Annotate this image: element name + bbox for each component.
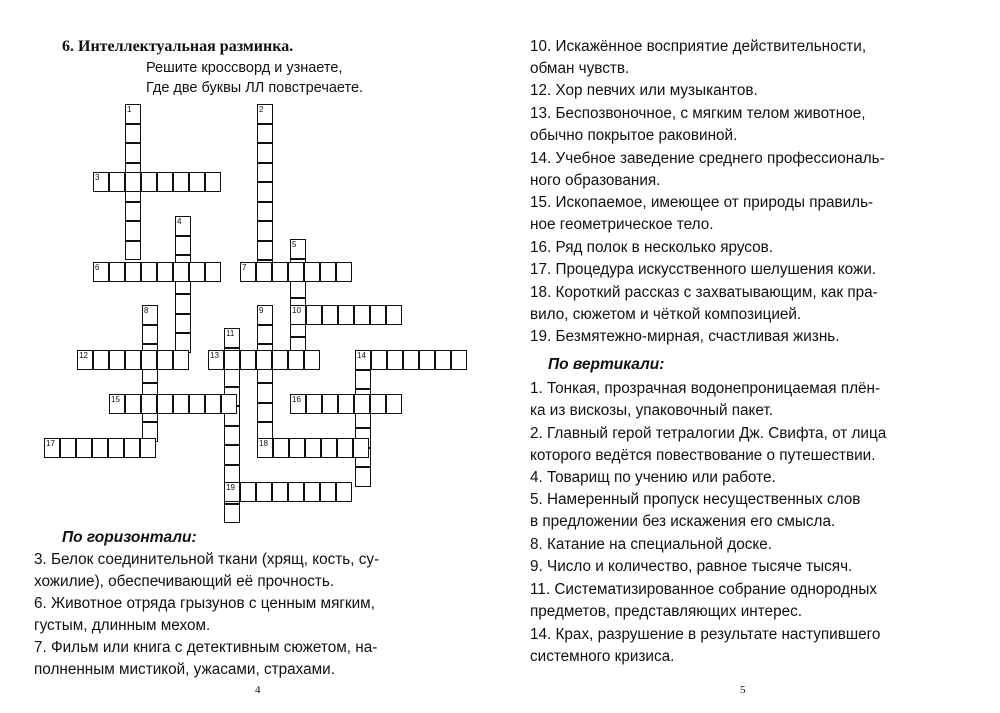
- clue-line: 6. Животное отряда грызунов с ценным мягким,: [34, 595, 375, 612]
- clue-line: предметов, представляющих интерес.: [530, 603, 802, 620]
- crossword-cell: [224, 367, 240, 387]
- crossword-cell: [256, 262, 272, 282]
- across-clue: [530, 80, 958, 102]
- clue-line: 15. Ископаемое, имеющее от природы правиль-: [530, 194, 874, 211]
- crossword-cell: [140, 438, 156, 458]
- clue-line: обман чувств.: [530, 60, 630, 77]
- crossword-cell: [306, 305, 322, 325]
- clue-number: 3: [95, 173, 100, 182]
- crossword-cell: [370, 394, 386, 414]
- crossword-cell: [387, 350, 403, 370]
- clue-number: 10: [292, 306, 301, 315]
- crossword-cell: [435, 350, 451, 370]
- crossword-cell: [141, 350, 157, 370]
- down-clue: [530, 489, 958, 533]
- crossword-cell: [157, 262, 173, 282]
- crossword-cell: [288, 262, 304, 282]
- clue-number: 7: [242, 263, 247, 272]
- crossword-cell: [125, 394, 141, 414]
- crossword-cell: [354, 305, 370, 325]
- clue-line: 3. Белок соединительной ткани (хрящ, кость, су-: [34, 551, 380, 568]
- crossword-cell: [288, 350, 304, 370]
- crossword-cell: [304, 262, 320, 282]
- clue-line: густым, длинным мехом.: [34, 617, 211, 634]
- crossword-cell: [189, 262, 205, 282]
- crossword-cell: [272, 262, 288, 282]
- crossword-cell: [205, 394, 221, 414]
- crossword-cell: [419, 350, 435, 370]
- across-clue: [530, 237, 958, 259]
- crossword-cell: [305, 438, 321, 458]
- crossword-grid: [0, 0, 500, 530]
- crossword-cell: [205, 262, 221, 282]
- crossword-cell: [157, 172, 173, 192]
- clue-line: 1. Тонкая, прозрачная водонепроницаемая плён-: [530, 380, 881, 397]
- across-clue: [530, 282, 958, 326]
- clue-number: 13: [210, 351, 219, 360]
- crossword-cell: [173, 394, 189, 414]
- clue-line: 17. Процедура искусственного шелушения кожи.: [530, 261, 877, 278]
- across-clue: [530, 326, 958, 348]
- clue-line: 16. Ряд полок в несколько ярусов.: [530, 239, 774, 256]
- crossword-cell: [189, 172, 205, 192]
- clue-number: 17: [46, 439, 55, 448]
- crossword-cell: [289, 438, 305, 458]
- crossword-cell: [306, 394, 322, 414]
- crossword-cell: [257, 182, 273, 202]
- crossword-cell: [157, 350, 173, 370]
- clue-line: обычно покрытое раковиной.: [530, 127, 738, 144]
- down-heading: По вертикали:: [548, 356, 665, 373]
- across-clue: [530, 148, 958, 192]
- clue-number: 4: [177, 217, 182, 226]
- across-clue: [34, 637, 474, 681]
- crossword-cell: [175, 314, 191, 334]
- crossword-cell: [124, 438, 140, 458]
- clue-number: 11: [226, 329, 235, 338]
- across-clue: [34, 593, 474, 637]
- crossword-cell: [322, 305, 338, 325]
- across-clue: [530, 36, 958, 80]
- crossword-cell: [256, 482, 272, 502]
- crossword-cell: [386, 305, 402, 325]
- crossword-cell: [109, 172, 125, 192]
- crossword-cell: [336, 482, 352, 502]
- crossword-cell: [321, 438, 337, 458]
- down-clue: [530, 378, 958, 422]
- crossword-cell: [125, 350, 141, 370]
- exercise-title: 6. Интеллектуальная разминка.: [62, 38, 294, 55]
- clue-line: вило, сюжетом и чёткой композицией.: [530, 306, 802, 323]
- across-clue: [530, 192, 958, 236]
- clue-line: 8. Катание на специальной доске.: [530, 536, 772, 553]
- crossword-cell: [320, 262, 336, 282]
- clue-number: 8: [144, 306, 149, 315]
- clue-number: 15: [111, 395, 120, 404]
- clue-line: в предложении без искажения его смысла.: [530, 513, 836, 530]
- clue-line: 13. Беспозвоночное, с мягким телом животное,: [530, 105, 866, 122]
- crossword-cell: [175, 294, 191, 314]
- crossword-cell: [109, 350, 125, 370]
- clue-number: 9: [259, 306, 264, 315]
- clue-number: 5: [292, 240, 297, 249]
- clue-line: 10. Искажённое восприятие действительности,: [530, 38, 867, 55]
- crossword-cell: [189, 394, 205, 414]
- crossword-cell: [355, 467, 371, 487]
- crossword-cell: [338, 305, 354, 325]
- down-clue: [530, 534, 958, 556]
- clue-number: 14: [357, 351, 366, 360]
- crossword-cell: [322, 394, 338, 414]
- crossword-cell: [403, 350, 419, 370]
- clue-number: 2: [259, 105, 264, 114]
- crossword-cell: [221, 394, 237, 414]
- down-clue: [530, 579, 958, 623]
- clue-line: 12. Хор певчих или музыкантов.: [530, 82, 758, 99]
- crossword-cell: [141, 394, 157, 414]
- crossword-cell: [257, 383, 273, 403]
- clue-line: 2. Главный герой тетралогии Дж. Свифта, от лица: [530, 425, 887, 442]
- clue-line: 9. Число и количество, равное тысяче тысяч.: [530, 558, 853, 575]
- crossword-cell: [304, 350, 320, 370]
- page-number-right: 5: [740, 684, 746, 696]
- crossword-cell: [353, 438, 369, 458]
- crossword-cell: [256, 350, 272, 370]
- crossword-cell: [224, 426, 240, 446]
- crossword-cell: [320, 482, 336, 502]
- crossword-cell: [338, 394, 354, 414]
- crossword-cell: [141, 172, 157, 192]
- poem-line-2: Где две буквы ЛЛ повстречаете.: [146, 80, 364, 96]
- crossword-cell: [370, 305, 386, 325]
- crossword-cell: [157, 394, 173, 414]
- crossword-cell: [142, 325, 158, 345]
- across-clue: [34, 549, 474, 593]
- crossword-cell: [257, 221, 273, 241]
- clue-line: ка из вискозы, упаковочный пакет.: [530, 402, 773, 419]
- clue-line: 5. Намеренный пропуск несущественных слов: [530, 491, 861, 508]
- crossword-cell: [173, 262, 189, 282]
- clue-line: системного кризиса.: [530, 648, 675, 665]
- crossword-cell: [257, 143, 273, 163]
- clue-line: ного образования.: [530, 172, 661, 189]
- poem-line-1: Решите кроссворд и узнаете,: [146, 60, 343, 76]
- crossword-cell: [224, 504, 240, 524]
- crossword-cell: [257, 163, 273, 183]
- clue-line: 14. Крах, разрушение в результате наступившего: [530, 626, 881, 643]
- clue-line: 18. Короткий рассказ с захватывающим, как пра-: [530, 284, 878, 301]
- crossword-cell: [125, 172, 141, 192]
- clue-number: 18: [259, 439, 268, 448]
- crossword-cell: [288, 482, 304, 502]
- crossword-cell: [173, 350, 189, 370]
- crossword-cell: [257, 325, 273, 345]
- crossword-cell: [125, 241, 141, 261]
- crossword-cell: [451, 350, 467, 370]
- crossword-cell: [125, 262, 141, 282]
- crossword-cell: [386, 394, 402, 414]
- crossword-cell: [257, 202, 273, 222]
- across-clue: [530, 103, 958, 147]
- clue-number: 12: [79, 351, 88, 360]
- down-clue: [530, 467, 958, 489]
- crossword-cell: [354, 394, 370, 414]
- crossword-cell: [76, 438, 92, 458]
- crossword-cell: [272, 482, 288, 502]
- crossword-cell: [304, 482, 320, 502]
- clue-line: полненным мистикой, ужасами, страхами.: [34, 661, 335, 678]
- crossword-cell: [93, 350, 109, 370]
- crossword-cell: [257, 241, 273, 261]
- crossword-cell: [109, 262, 125, 282]
- crossword-cell: [125, 124, 141, 144]
- clue-line: которого ведётся повествование о путешествии.: [530, 447, 876, 464]
- clue-number: 16: [292, 395, 301, 404]
- crossword-cell: [205, 172, 221, 192]
- crossword-cell: [175, 236, 191, 256]
- across-heading: По горизонтали:: [62, 529, 197, 546]
- crossword-cell: [224, 350, 240, 370]
- page-number-left: 4: [255, 684, 261, 696]
- crossword-cell: [371, 350, 387, 370]
- clue-line: хожилие), обеспечивающий её прочность.: [34, 573, 335, 590]
- clue-line: 4. Товарищ по учению или работе.: [530, 469, 776, 486]
- crossword-cell: [141, 262, 157, 282]
- down-clue: [530, 556, 958, 578]
- crossword-cell: [336, 262, 352, 282]
- crossword-cell: [224, 445, 240, 465]
- clue-number: 1: [127, 105, 132, 114]
- crossword-cell: [125, 202, 141, 222]
- crossword-cell: [125, 143, 141, 163]
- crossword-cell: [240, 482, 256, 502]
- down-clue: [530, 624, 958, 668]
- clue-line: 11. Систематизированное собрание однородных: [530, 581, 877, 598]
- down-clue: [530, 423, 958, 467]
- crossword-cell: [240, 350, 256, 370]
- crossword-cell: [173, 172, 189, 192]
- clue-line: ное геометрическое тело.: [530, 216, 714, 233]
- clue-number: 19: [226, 483, 235, 492]
- clue-line: 19. Безмятежно-мирная, счастливая жизнь.: [530, 328, 840, 345]
- crossword-cell: [108, 438, 124, 458]
- crossword-cell: [355, 370, 371, 390]
- clue-line: 7. Фильм или книга с детективным сюжетом, на-: [34, 639, 378, 656]
- crossword-cell: [257, 403, 273, 423]
- clue-number: 6: [95, 263, 100, 272]
- crossword-cell: [92, 438, 108, 458]
- crossword-cell: [60, 438, 76, 458]
- crossword-cell: [125, 221, 141, 241]
- crossword-cell: [272, 350, 288, 370]
- crossword-cell: [273, 438, 289, 458]
- crossword-cell: [257, 124, 273, 144]
- across-clue: [530, 259, 958, 281]
- crossword-cell: [337, 438, 353, 458]
- clue-line: 14. Учебное заведение среднего профессиональ-: [530, 150, 885, 167]
